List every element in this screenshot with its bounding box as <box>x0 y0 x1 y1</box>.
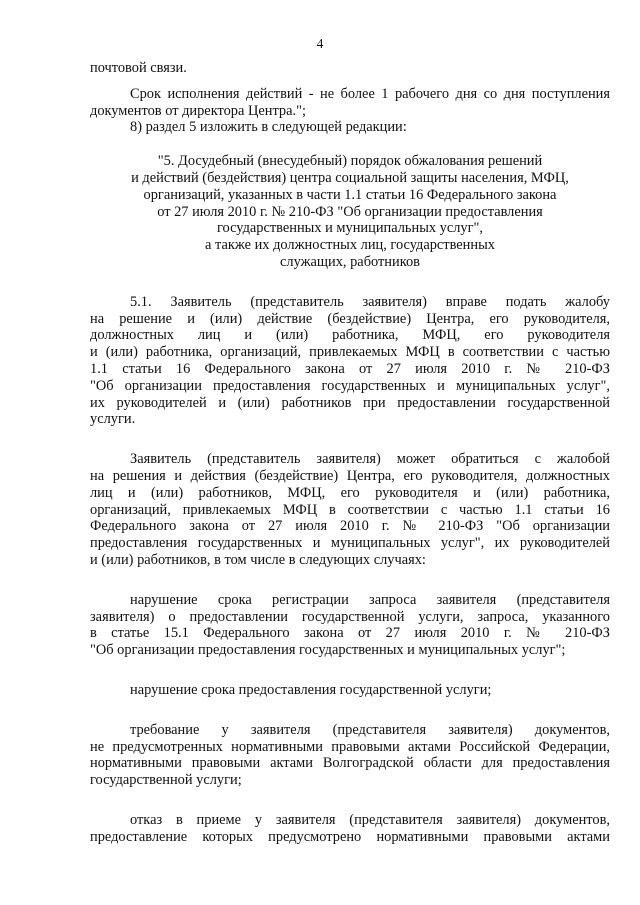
text-line: на решения и действия (бездействие) Центра, его руководителя, должностных <box>90 467 610 484</box>
text-line: "Об организации предоставления государственных и муниципальных услуг", <box>90 377 610 394</box>
text-line: 8) раздел 5 изложить в следующей редакции: <box>130 119 407 136</box>
text-line: документов от директора Центра."; <box>90 102 306 119</box>
text-line: Заявитель (представитель заявителя) может обратиться с жалобой <box>130 451 610 468</box>
title-line: государственных и муниципальных услуг", <box>217 220 483 237</box>
text-line: лиц и (или) работников, МФЦ, его руководителя и (или) работника, <box>90 484 610 501</box>
text-line: в статье 15.1 Федерального закона от 27 июля 2010 г. № 210-ФЗ <box>90 625 610 642</box>
text-line: нарушение срока предоставления государственной услуги; <box>130 681 492 698</box>
text-line: Федерального закона от 27 июля 2010 г. № 210-ФЗ "Об организации <box>90 518 610 535</box>
text-line: Срок исполнения действий - не более 1 рабочего дня со дня поступления <box>130 85 610 102</box>
paragraph-deadline <box>90 86 610 136</box>
title-line: служащих, работников <box>280 253 420 270</box>
title-line: от 27 июля 2010 г. № 210-ФЗ "Об организации предоставления <box>157 203 543 220</box>
page-number: 4 <box>316 36 324 51</box>
text-line: не предусмотренных нормативными правовыми актами Российской Федерации, <box>90 738 610 755</box>
case-term-violation <box>90 682 610 699</box>
text-line: 1.1 статьи 16 Федерального закона от 27 июля 2010 г. № 210-ФЗ <box>90 360 610 377</box>
title-line: "5. Досудебный (внесудебный) порядок обжалования решений <box>157 153 543 170</box>
text-line: услуги. <box>90 411 136 428</box>
text-line: и (или) работников, в том числе в следующих случаях: <box>90 551 426 568</box>
title-line: а также их должностных лиц, государственных <box>205 237 495 254</box>
text-line: почтовой связи. <box>90 60 187 76</box>
text-line: отказ в приеме у заявителя (представителя заявителя) документов, <box>130 811 610 828</box>
text-line: "Об организации предоставления государственных и муниципальных услуг"; <box>90 642 566 659</box>
text-line: их руководителей и (или) работников при предоставлении государственной <box>90 394 610 411</box>
title-line: и действий (бездействия) центра социальной защиты населения, МФЦ, <box>131 169 569 186</box>
text-line: организаций, привлекаемых МФЦ в соответствии с частью 1.1 статьи 16 <box>90 501 610 518</box>
text-line: государственной услуги; <box>90 772 242 789</box>
text-line: предоставления государственных и муниципальных услуг", их руководителей <box>90 535 610 552</box>
text-line: на решение и (или) действие (бездействие) Центра, его руководителя, <box>90 310 610 327</box>
text-line: нормативными правовыми актами Волгоградской области для предоставления <box>90 755 610 772</box>
text-line: заявителя) о предоставлении государственной услуги, запроса, указанного <box>90 608 610 625</box>
continuation-line <box>90 60 610 77</box>
title-line: организаций, указанных в части 1.1 статьи 16 Федерального закона <box>143 186 557 203</box>
text-line: предоставление которых предусмотрено нормативными правовыми актами <box>90 828 610 845</box>
text-line: нарушение срока регистрации запроса заявителя (представителя <box>130 591 610 608</box>
section-title <box>90 153 610 271</box>
paragraph-complaint <box>90 451 610 569</box>
paragraph-5-1 <box>90 294 610 428</box>
case-extra-documents <box>90 722 610 789</box>
case-registration-violation <box>90 592 610 659</box>
text-line: и (или) работника, организаций, привлекаемых МФЦ в соответствии с частью <box>90 344 610 361</box>
text-line: требование у заявителя (представителя заявителя) документов, <box>130 721 610 738</box>
document-body <box>90 60 610 845</box>
case-refusal <box>90 812 610 846</box>
text-line: должностных лиц и (или) работника, МФЦ, его руководителя <box>90 327 610 344</box>
text-line: 5.1. Заявитель (представитель заявителя) вправе подать жалобу <box>130 293 610 310</box>
